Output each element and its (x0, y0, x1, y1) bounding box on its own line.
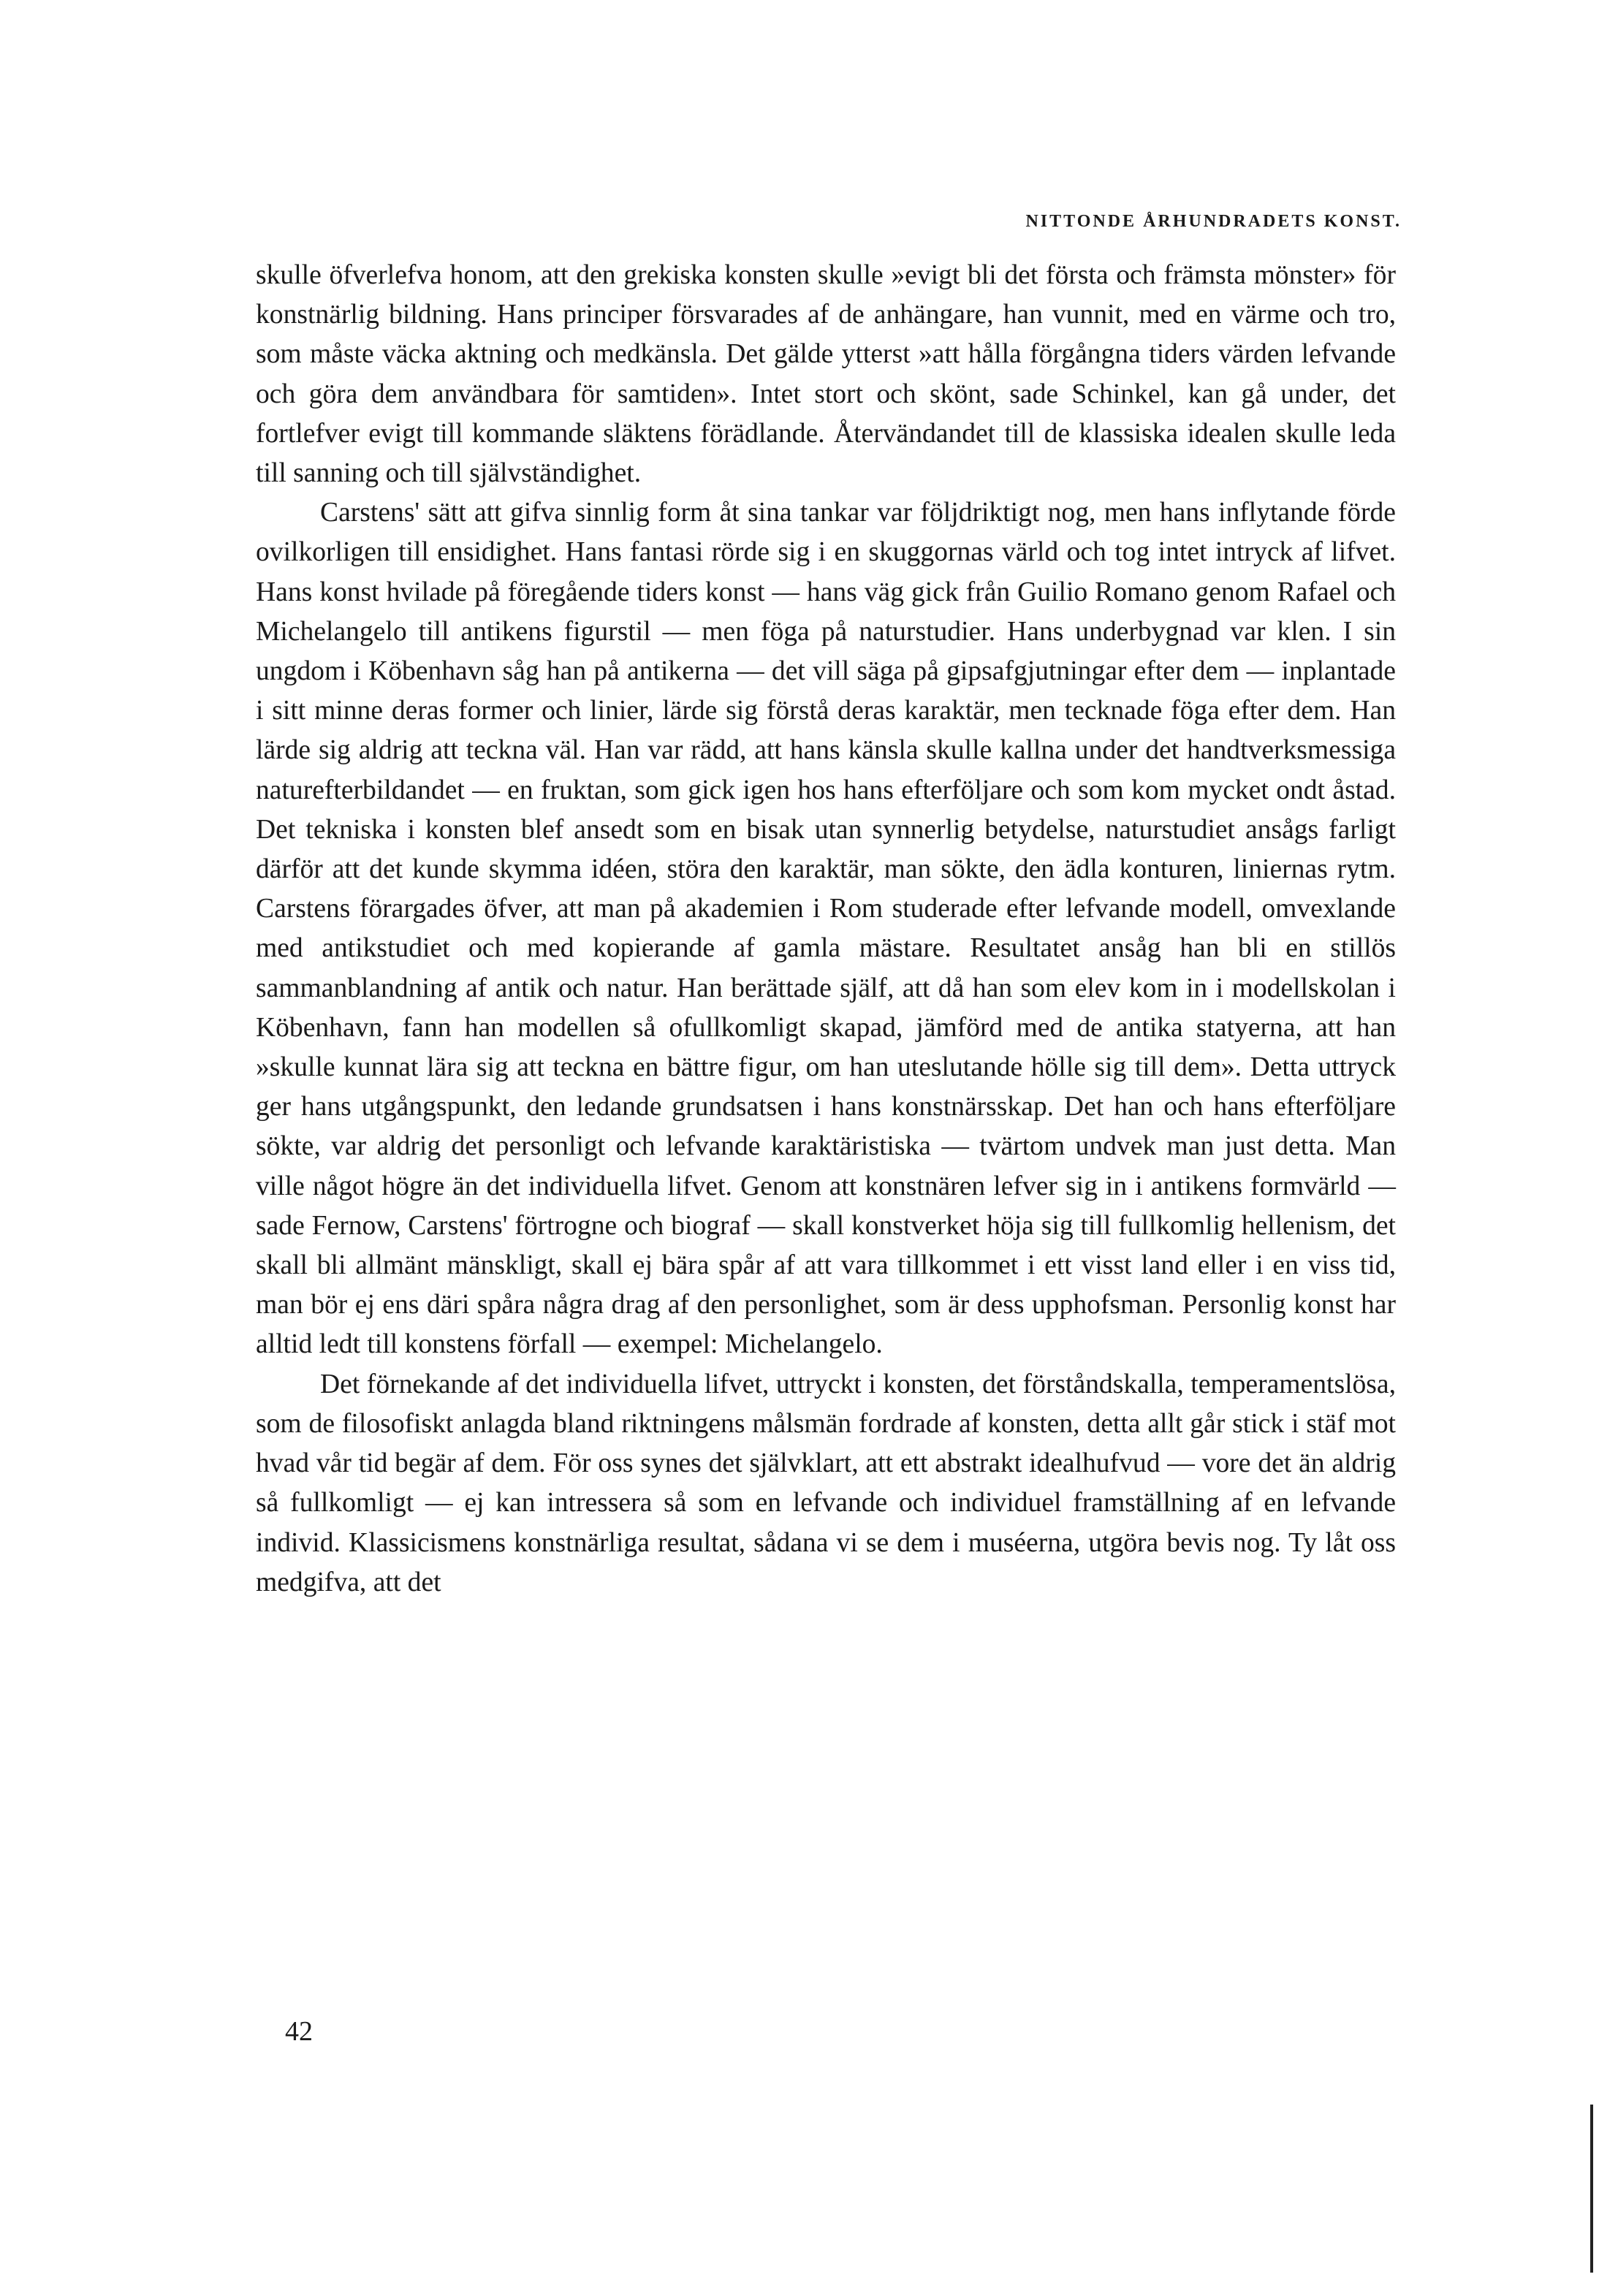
paragraph-3: Det förnekande af det individuella lifvet, uttryckt i konsten, det förståndskalla, temperamentslösa, som de filosofiskt anlagda bland riktningens målsmän fordrade af konsten, detta allt går stick i stäf mot hvad vår tid begär af dem. För oss synes det självklart, att ett abstrakt idealhufvud — vore det än aldrig så fullkomligt — ej kan intressera så som en lefvande och individuel framställning af en lefvande individ. Klassicismens konstnärliga resultat, sådana vi se dem i muséerna, utgöra bevis nog. Ty låt oss medgifva, att det (256, 1369, 1396, 1597)
paragraph-1: skulle öfverlefva honom, att den grekiska konsten skulle »evigt bli det första och främsta mönster» för konstnärlig bildning. Hans principer försvarades af de anhängare, han vunnit, med en värme och tro, som måste väcka aktning och medkänsla. Det gälde ytterst »att hålla förgångna tiders värden lefvande och göra dem användbara för samtiden». Intet stort och skönt, sade Schinkel, kan gå under, det fortlefver evigt till kommande släktens förädlande. Återvändandet till de klassiska idealen skulle leda till sanning och till självständighet. (256, 260, 1396, 489)
page-number: 42 (285, 2016, 313, 2047)
scan-edge-mark (1590, 2105, 1593, 2273)
running-head: NITTONDE ÅRHUNDRADETS KONST. (1025, 212, 1402, 231)
body-text (256, 256, 1396, 1603)
paragraph-2: Carstens' sätt att gifva sinnlig form åt sina tankar var följdriktigt nog, men hans inflytande förde ovilkorligen till ensidighet. Hans fantasi rörde sig i en skuggornas värld och tog intet intryck af lifvet. Hans konst hvilade på föregående tiders konst — hans väg gick från Guilio Romano genom Rafael och Michelangelo till antikens figurstil — men föga på naturstudier. Hans underbygnad var klen. I sin ungdom i Köbenhavn såg han på antikerna — det vill säga på gipsafgjutningar efter dem — inplantade i sitt minne deras former och linier, lärde sig förstå deras karaktär, men tecknade föga efter dem. Han lärde sig aldrig att teckna väl. Han var rädd, att hans känsla skulle kallna under det handtverksmessiga naturefterbildandet — en fruktan, som gick igen hos hans efterföljare och som kom mycket ondt åstad. Det tekniska i konsten blef ansedt som en bisak utan synnerlig betydelse, naturstudiet ansågs farligt därför att det kunde skymma idéen, störa den karaktär, man sökte, den ädla konturen, liniernas rytm. Carstens förargades öfver, att man på akademien i Rom studerade efter lefvande modell, omvexlande med antikstudiet och med kopierande af gamla mästare. Resultatet ansåg han bli en stillös sammanblandning af antik och natur. Han berättade själf, att då han som elev kom in i modellskolan i Köbenhavn, fann han modellen så ofullkomligt skapad, jämförd med de antika statyerna, att han »skulle kunnat lära sig att teckna en bättre figur, om han uteslutande hölle sig till dem». Detta uttryck ger hans utgångspunkt, den ledande grundsatsen i hans konstnärsskap. Det han och hans efterföljare sökte, var aldrig det personligt och lefvande karaktäristiska — tvärtom undvek man just detta. Man ville något högre än det individuella lifvet. Genom att konstnären lefver sig in i antikens formvärld — sade Fernow, Carstens' förtrogne och biograf — skall konstverket höja sig till fullkomlig hellenism, det skall bli allmänt mänskligt, skall ej bära spår af att vara tillkommet i ett visst land eller i en viss tid, man bör ej ens däri spåra några drag af den personlighet, som är dess upphofsman. Personlig konst har alltid ledt till konstens förfall — exempel: Michelangelo. (256, 498, 1396, 1360)
